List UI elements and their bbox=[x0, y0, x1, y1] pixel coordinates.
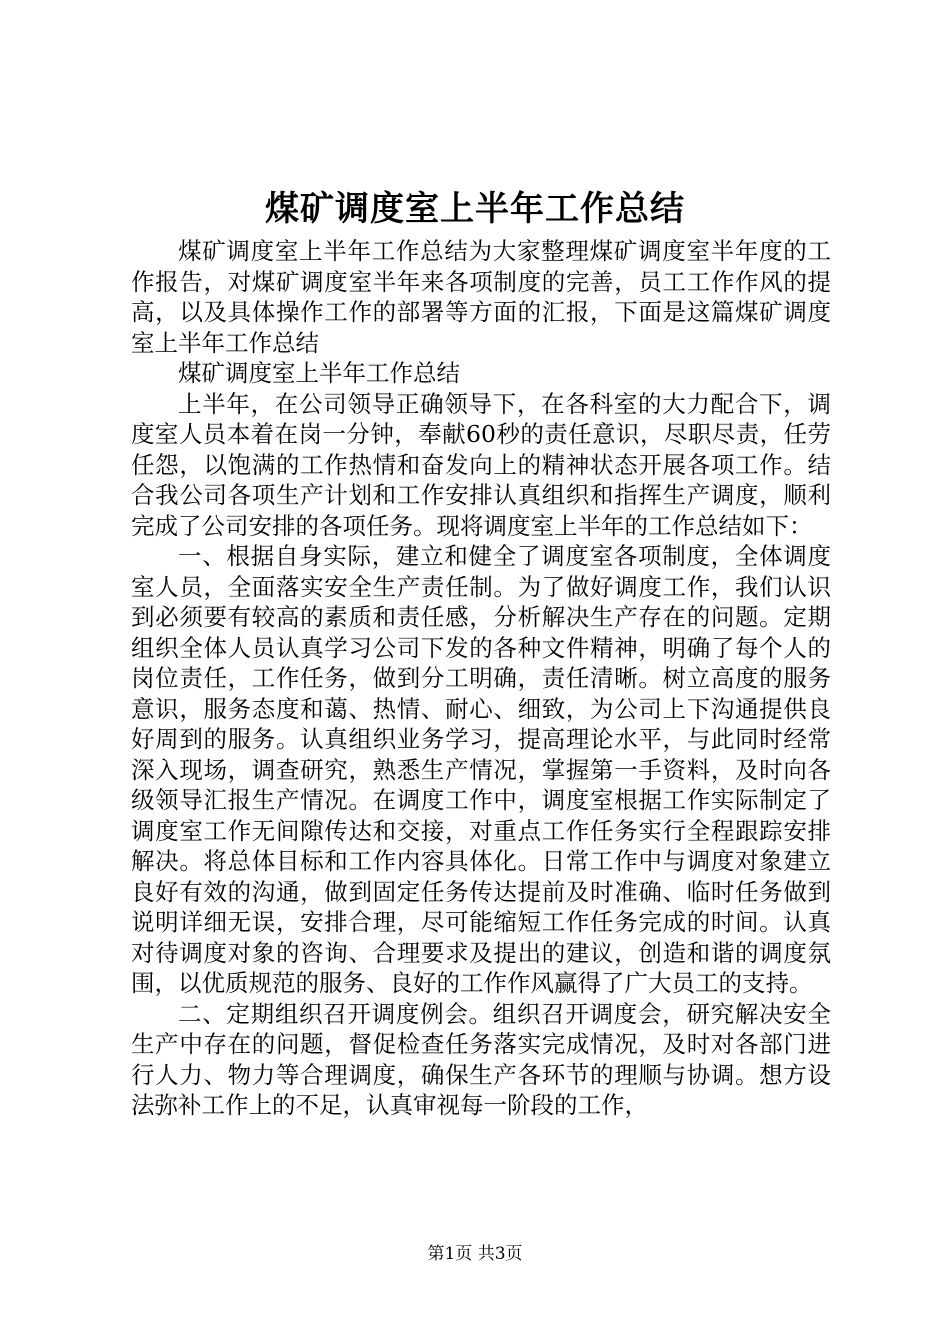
overview-paragraph: 上半年，在公司领导正确领导下，在各科室的大力配合下，调度室人员本着在岗一分钟，奉献60秒的责任意识，尽职尽责，任劳任怨，以饱满的工作热情和奋发向上的精神状态开展各项工作。结合我公司各项生产计划和工作安排认真组织和指挥生产调度，顺利完成了公司安排的各项任务。现将调度室上半年的工作总结如下： bbox=[131, 389, 831, 540]
subtitle-paragraph: 煤矿调度室上半年工作总结 bbox=[178, 359, 460, 387]
section-two-paragraph: 二、定期组织召开调度例会。组织召开调度会，研究解决安全生产中存在的问题，督促检查任务落实完成情况，及时对各部门进行人力、物力等合理调度，确保生产各环节的理顺与协调。想方设法弥补工作上的不足，认真审视每一阶段的工作， bbox=[131, 999, 831, 1119]
document-title: 煤矿调度室上半年工作总结 bbox=[265, 189, 685, 229]
intro-paragraph: 煤矿调度室上半年工作总结为大家整理煤矿调度室半年度的工作报告，对煤矿调度室半年来各项制度的完善，员工工作作风的提高，以及具体操作工作的部署等方面的汇报，下面是这篇煤矿调度室上半年工作总结 bbox=[131, 237, 831, 357]
document-body bbox=[131, 236, 831, 1121]
section-one-paragraph: 一、根据自身实际，建立和健全了调度室各项制度，全体调度室人员，全面落实安全生产责任制。为了做好调度工作，我们认识到必须要有较高的素质和责任感，分析解决生产存在的问题。定期组织全体人员认真学习公司下发的各种文件精神，明确了每个人的岗位责任，工作任务，做到分工明确，责任清晰。树立高度的服务意识，服务态度和蔼、热情、耐心、细致，为公司上下沟通提供良好周到的服务。认真组织业务学习，提高理论水平，与此同时经常深入现场，调查研究，熟悉生产情况，掌握第一手资料，及时向各级领导汇报生产情况。在调度工作中，调度室根据工作实际制定了调度室工作无间隙传达和交接，对重点工作任务实行全程跟踪安排解决。将总体目标和工作内容具体化。日常工作中与调度对象建立良好有效的沟通，做到固定任务传达提前及时准确、临时任务做到说明详细无误，安排合理，尽可能缩短工作任务完成的时间。认真对待调度对象的咨询、合理要求及提出的建议，创造和谐的调度氛围，以优质规范的服务、良好的工作作风赢得了广大员工的支持。 bbox=[131, 542, 831, 997]
page-footer: 第1页 共3页 bbox=[427, 1244, 523, 1264]
